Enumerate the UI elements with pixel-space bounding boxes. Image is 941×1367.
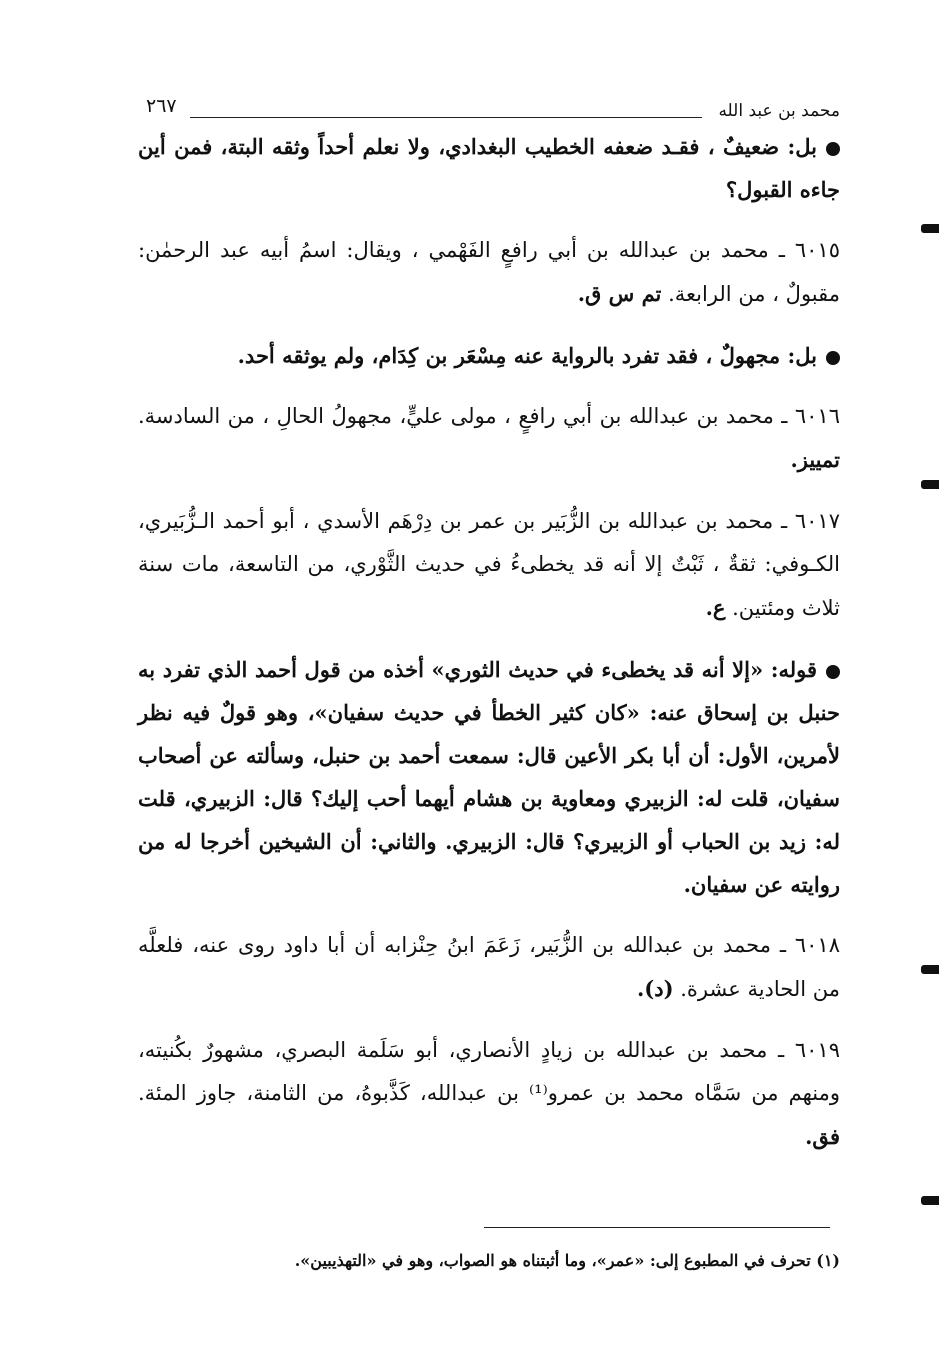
entry-code: تم س ق. [577, 281, 662, 306]
comment-6015: بل: مجهولٌ ، فقد تفرد بالرواية عنه مِسْعَر بن كِدَام، ولم يوثقه أحد. [138, 334, 840, 377]
entry-6017: ٦٠١٧ ـ محمد بن عبدالله بن الزُّبَير بن عمر بن دِرْهَم الأسدي ، أبو أحمد الـزُّبَيري، الكـوفي: ثقةٌ ، ثَبْتٌ إلا أنه قد يخطىءُ في حديث الثَّوْري، من التاسعة، مات سنة ثلاث ومئتين. ع. [138, 509, 840, 620]
margin-mark [921, 1196, 939, 1205]
entry-6015: ٦٠١٥ ـ محمد بن عبدالله بن أبي رافعٍ الفَهْمي ، ويقال: اسمُ أبيه عبد الرحمٰن: مقبولٌ ، من الرابعة. تم س ق. [138, 238, 840, 306]
footnote: (١) تحرف في المطبوع إلى: «عمر»، وما أثبتناه هو الصواب، وهو في «التهذيبين». [294, 1251, 840, 1270]
entry-6018: ٦٠١٨ ـ محمد بن عبدالله بن الزُّبَير، زَعَمَ ابنُ حِنْزابه أن أبا داود روى عنه، فلعلَّه من الحادية عشرة. (د). [138, 933, 840, 1001]
footnote-rule [484, 1227, 830, 1228]
running-header [138, 95, 840, 123]
bullet-icon [826, 351, 840, 365]
margin-mark [921, 965, 939, 974]
bullet-icon [826, 142, 840, 156]
entry-6019: ٦٠١٩ ـ محمد بن عبدالله بن زيادٍ الأنصاري، أبو سَلَمة البصري، مشهورٌ بكُنيته، ومنهم من سَمَّاه محمد بن عمرو⁽¹⁾ بن عبدالله، كَذَّبوهُ، من الثامنة، جاوز المئة. فق. [138, 1038, 840, 1149]
comment-6017: قوله: «إلا أنه قد يخطىء في حديث الثوري» أخذه من قول أحمد الذي تفرد به حنبل بن إسحاق عنه: «كان كثير الخطأ في حديث سفيان»، وهو قولٌ فيه نظر لأمرين، الأول: أن أبا بكر الأعين قال: سمعت أحمد بن حنبل، وسألته عن أصحاب سفيان، قلت له: الزبيري ومعاوية بن هشام أيهما أحب إليك؟ قال: الزبيري، قلت له: زيد بن الحباب أو الزبيري؟ قال: الزبيري. والثاني: أن الشيخين أخرجا له من روايته عن سفيان. [138, 657, 840, 897]
entry-code: ع. [705, 595, 726, 620]
header-rule [190, 117, 702, 118]
bullet-icon [826, 665, 840, 679]
entry-code: فق. [805, 1124, 840, 1149]
entry-6016: ٦٠١٦ ـ محمد بن عبدالله بن أبي رافعٍ ، مولى عليٍّ، مجهولُ الحالِ ، من السادسة. تمييز. [138, 404, 840, 472]
page-body [138, 95, 840, 1270]
comment-6014: بل: ضعيفٌ ، فقـد ضعفه الخطيب البغدادي، ولا نعلم أحداً وثقه البتة، فمن أين جاءه القبول؟ [138, 134, 840, 202]
margin-mark [921, 480, 939, 489]
margin-mark [921, 224, 939, 233]
entry-code: (د). [637, 976, 674, 1001]
page-number: ٢٦٧ [146, 95, 177, 117]
running-title: محمد بن عبد الله [718, 101, 840, 121]
entry-code: تمييز. [790, 447, 840, 472]
